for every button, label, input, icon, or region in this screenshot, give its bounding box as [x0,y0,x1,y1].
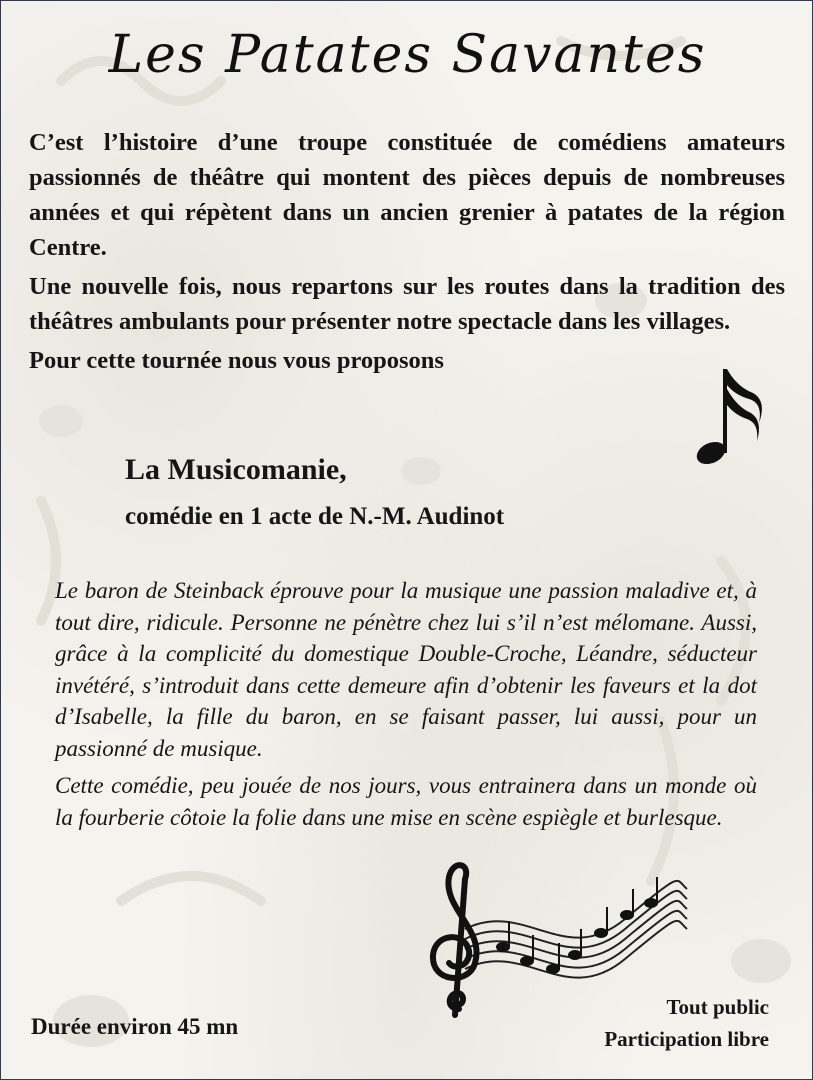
double-eighth-note-icon [693,363,765,469]
play-title: La Musicomanie, [125,453,347,486]
synopsis [55,575,757,839]
price: Participation libre [604,1027,769,1051]
synopsis-paragraph-1: Le baron de Steinback éprouve pour la musique une passion maladive et, à tout dire, ridicule. Personne ne pénètre chez lui s’il n’est mélomane. Aussi, grâce à la complicité du domestique Double-Croche, Léandre, séducteur invétéré, s’introduit dans cette demeure afin d’obtenir les faveurs et la dot d’Isabelle, la fille du baron, en se faisant passer, lui aussi, pour un passionné de musique. [55,578,757,761]
audience-info [604,991,769,1055]
duration: Durée environ 45 mn [31,1014,239,1039]
poster-title: Les Patates Savantes [108,25,707,85]
intro-text [29,125,785,382]
intro-paragraph-3: Pour cette tournée nous vous proposons [29,347,444,374]
synopsis-paragraph-2: Cette comédie, peu jouée de nos jours, vous entrainera dans un monde où la fourberie côtoie la folie dans une mise en scène espiègle et burlesque. [55,773,757,830]
audience: Tout public [666,995,769,1019]
play-subtitle: comédie en 1 acte de N.-M. Audinot [125,503,505,530]
intro-paragraph-1: C’est l’histoire d’une troupe constituée de comédiens amateurs passionnés de théâtre qui montent des pièces depuis de nombreuses années et qui répètent dans un ancien grenier à patates de la région Centre. [29,129,785,261]
intro-paragraph-2: Une nouvelle fois, nous repartons sur les routes dans la tradition des théâtres ambulants pour présenter notre spectacle dans les villages. [29,273,785,335]
